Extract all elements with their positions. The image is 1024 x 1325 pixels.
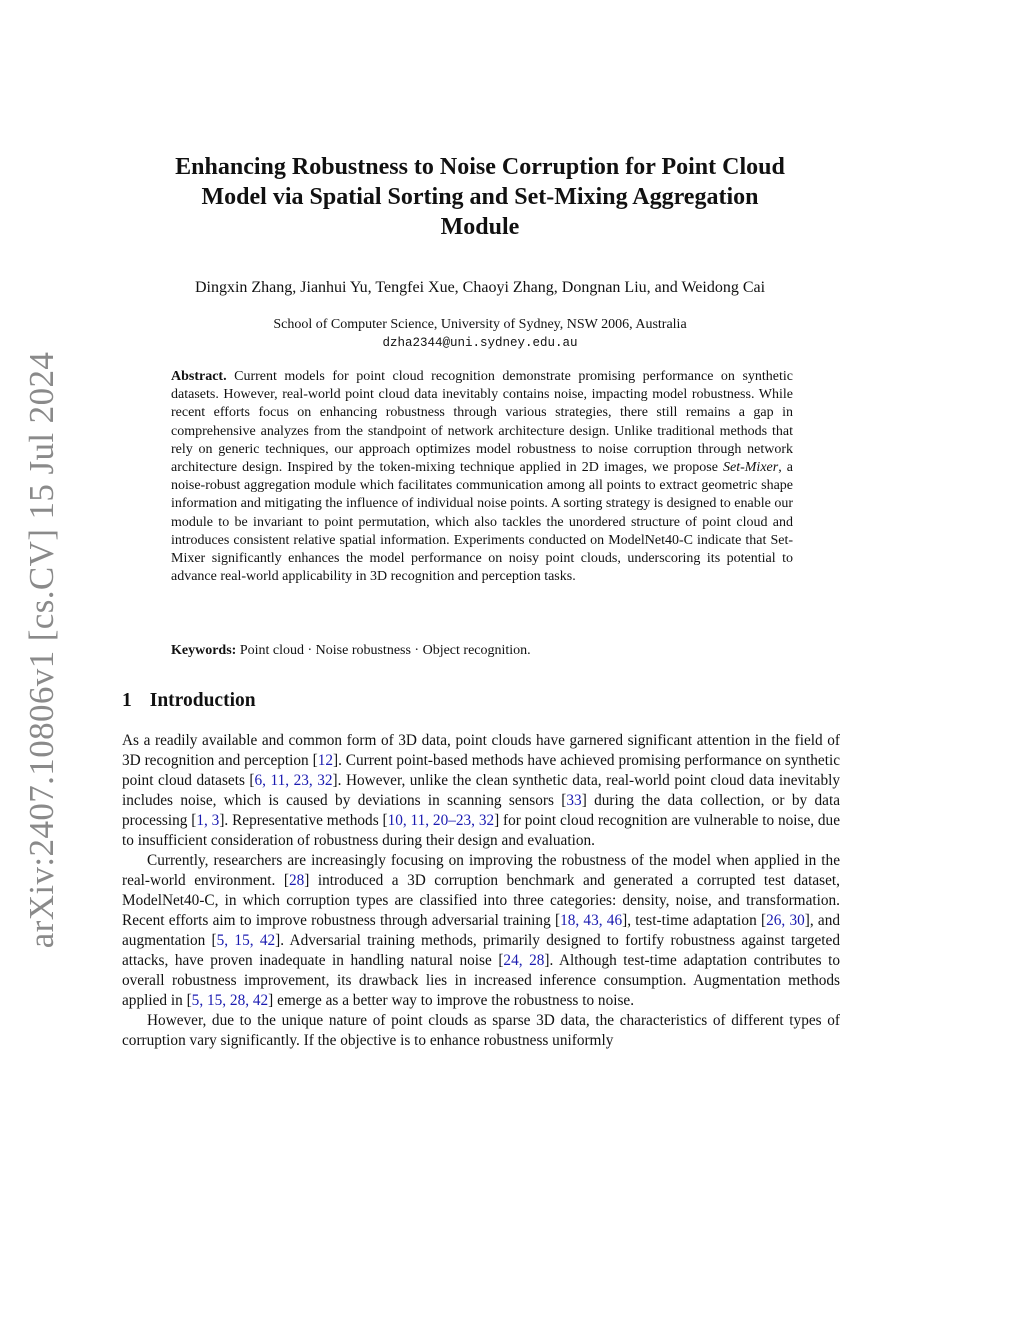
- citation-link[interactable]: 28: [288, 872, 305, 889]
- keywords-label: Keywords:: [171, 643, 237, 658]
- text-run: ], test-time adaptation [: [622, 912, 767, 929]
- citation-link[interactable]: 18, 43, 46: [560, 912, 623, 929]
- title-line: Model via Spatial Sorting and Set-Mixing Aggregation: [201, 184, 759, 210]
- citation-link[interactable]: 6, 11, 23, 32: [254, 772, 333, 789]
- abstract: [171, 368, 793, 586]
- keywords: [171, 643, 793, 659]
- abstract-text: , a noise-robust aggregation module which facilitates communication among all points to extract geometric shape information and mitigating the influence of individual noise points. A sorting strategy is designed to enable our module to be invariant to point permutation, which also tackles the unordered structure of point cloud and introduces consistent relative spatial information. Experiments conducted on ModelNet40-C indicate that Set-Mixer significantly enhances the model performance on noisy point clouds, underscoring its potential to advance real-world applicability in 3D recognition and perception tasks.: [171, 460, 793, 585]
- text-run: ]. Adversarial training methods, primarily designed to fortify robustness against targeted attacks, have proven inadequate in handling natural noise [: [122, 932, 840, 969]
- paragraph: [122, 731, 840, 851]
- citation-link[interactable]: 1, 3: [196, 812, 220, 829]
- citation-link[interactable]: 12: [317, 752, 333, 769]
- text-run: ] introduced a 3D corruption benchmark and generated a corrupted test dataset, ModelNet40-C, in which corruption types are classified into three categories: density, noise, and transformation. Recent efforts aim to improve robustness through adversarial training [: [122, 872, 840, 929]
- paragraph: [122, 851, 840, 1011]
- citation-link[interactable]: 24, 28: [503, 952, 545, 969]
- text-run: ]. Representative methods [: [219, 812, 388, 829]
- affiliation: School of Computer Science, University of Sydney, NSW 2006, Australia: [273, 317, 687, 332]
- text-run: ] for point cloud recognition are vulnerable to noise, due to insufficient consideration of robustness during their design and evaluation.: [122, 812, 840, 849]
- abstract-emphasis: Set-Mixer: [723, 460, 779, 476]
- title-line: Module: [440, 214, 520, 240]
- text-run: ]. Current point-based methods have achieved promising performance on synthetic point cloud datasets [: [122, 752, 840, 789]
- citation-link[interactable]: 33: [566, 792, 582, 809]
- text-run: ], and augmentation [: [122, 912, 840, 949]
- citation-link[interactable]: 5, 15, 28, 42: [191, 992, 269, 1009]
- text-run: ] during the data collection, or by data processing [: [122, 792, 840, 829]
- text-run: ] emerge as a better way to improve the robustness to noise.: [268, 992, 635, 1009]
- affiliation-block: [120, 315, 840, 353]
- paper-title: [120, 152, 840, 242]
- keywords-text: Point cloud · Noise robustness · Object recognition.: [236, 643, 531, 658]
- author-list: Dingxin Zhang, Jianhui Yu, Tengfei Xue, Chaoyi Zhang, Dongnan Liu, and Weidong Cai: [194, 279, 766, 296]
- title-line: Enhancing Robustness to Noise Corruption for Point Cloud: [175, 154, 785, 180]
- section-title: Introduction: [149, 690, 256, 711]
- arxiv-identifier: arXiv:2407.10806v1 [cs.CV] 15 Jul 2024: [22, 351, 61, 949]
- section-heading: [122, 690, 256, 712]
- text-run: Currently, researchers are increasingly focusing on improving the robustness of the model when applied in the real-world environment. [: [122, 852, 840, 889]
- section-number: 1: [122, 690, 132, 711]
- abstract-text: Current models for point cloud recognition demonstrate promising performance on synthetic datasets. However, real-world point cloud data inevitably contains noise, impacting model robustness. While recent efforts focus on enhancing robustness through various strategies, there still remains a gap in comprehensive analyzes from the standpoint of network architecture design. Unlike traditional methods that rely on generic techniques, our approach optimizes model robustness to noise corruption through network architecture design. Inspired by the token-mixing technique applied in 2D images, we propose: [171, 369, 793, 476]
- paragraph: However, due to the unique nature of point clouds as sparse 3D data, the characteristics of different types of corruption vary significantly. If the objective is to enhance robustness uniformly: [122, 1012, 840, 1049]
- text-run: ]. However, unlike the clean synthetic data, real-world point cloud data inevitably includes noise, which is caused by deviations in scanning sensors [: [122, 772, 841, 809]
- abstract-label: Abstract.: [171, 369, 227, 384]
- text-run: ]. Although test-time adaptation contributes to overall robustness improvement, its drawback lies in increased inference consumption. Augmentation methods applied in [: [122, 952, 840, 1009]
- citation-link[interactable]: 5, 15, 42: [216, 932, 276, 949]
- citation-link[interactable]: 10, 11, 20–23, 32: [387, 812, 495, 829]
- text-run: As a readily available and common form of 3D data, point clouds have garnered significant attention in the field of 3D recognition and perception [: [122, 732, 840, 769]
- author-email: dzha2344@uni.sydney.edu.au: [382, 336, 578, 350]
- introduction-body: [122, 731, 840, 1051]
- citation-link[interactable]: 26, 30: [766, 912, 805, 929]
